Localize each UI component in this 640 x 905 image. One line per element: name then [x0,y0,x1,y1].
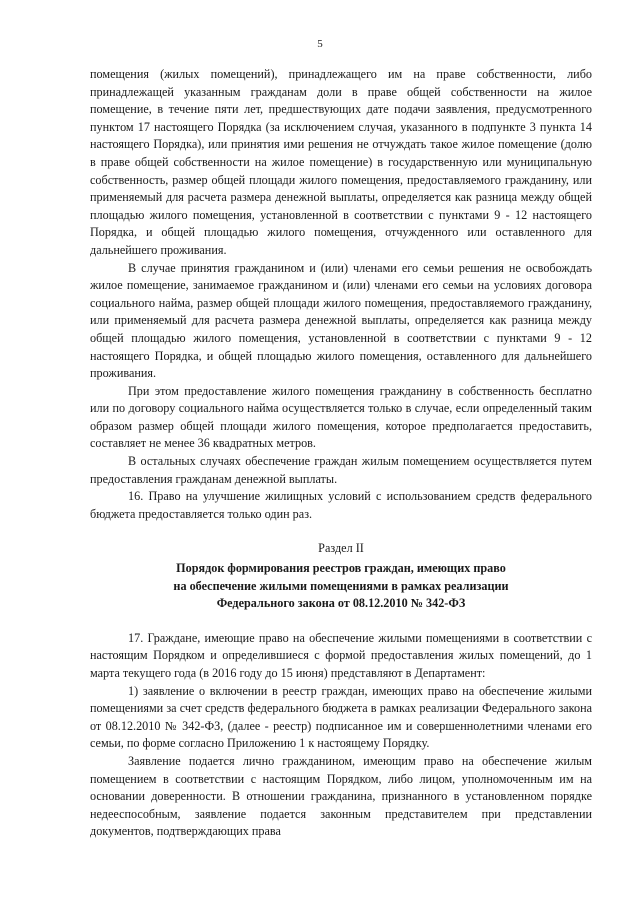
paragraph-17: 17. Граждане, имеющие право на обеспечение жилыми помещениями в соответствии с настоящим Порядком и определившиеся с формой предоставления жилых помещений, до 1 марта текущего года (в 2016 году до 15 июня) представляют в Департамент: [90,630,592,680]
paragraph-cash-payment: В остальных случаях обеспечение граждан жилым помещением осуществляется путем предоставления гражданам денежной выплаты. [90,454,592,486]
section-title [90,560,592,613]
paragraph-min-area: При этом предоставление жилого помещения гражданину в собственность бесплатно или по договору социального найма осуществляется только в случае, если определенный таким образом размер общей площади жилого помещения, которое предполагается предоставить, составляет не менее 36 квадратных метров. [90,383,592,451]
section-title-line: на обеспечение жилыми помещениями в рамках реализации [173,578,509,593]
section-title-line: Федерального закона от 08.12.2010 № 342-ФЗ [216,596,466,611]
section-title-line: Порядок формирования реестров граждан, имеющих право [176,561,506,576]
section-number: Раздел II [318,541,364,556]
paragraph-application: Заявление подается лично гражданином, имеющим право на обеспечение жилым помещением в соответствии с настоящим Порядком, либо лицом, уполномоченным им на основании доверенности. В отношении гражданина, признанного в установленном порядке недееспособным, заявление подается законным представителем при представлении документов, подтверждающих права [90,753,592,839]
paragraph-16: 16. Право на улучшение жилищных условий с использованием средств федерального бюджета предоставляется только один раз. [90,489,592,521]
paragraph-continuation: помещения (жилых помещений), принадлежащего им на праве собственности, либо принадлежащей указанным гражданам доли в праве общей собственности на жилое помещение, в течение пяти лет, предшествующих дате подачи заявления, предусмотренного пунктом 17 настоящего Порядка (за исключением случая, указанного в подпункте 3 пункта 14 настоящего Порядка), или принятия ими решения не отчуждать такое жилое помещение (долю в праве общей собственности на жилое помещение) в государственную или муниципальную собственность, размер общей площади жилого помещения, предоставляемого гражданину, или применяемый для расчета размера денежной выплаты, определяется как разница между общей площадью жилого помещения, установленной в соответствии с пунктами 9 - 12 настоящего Порядка, и общей площадью жилого помещения, отчужденного или оставленного для дальнейшего проживания. [90,67,592,257]
document-body [90,66,592,841]
paragraph-17-1: 1) заявление о включении в реестр граждан, имеющих право на обеспечение жилыми помещениями за счет средств федерального бюджета в рамках реализации Федерального закона от 08.12.2010 № 342-ФЗ, (далее - реестр) подписанное им и совершеннолетними членами его семьи, по форме согласно Приложению 1 к настоящему Порядку. [90,683,592,751]
page-number: 5 [317,38,323,50]
paragraph-social-rent: В случае принятия гражданином и (или) членами его семьи решения не освобождать жилое помещение, занимаемое гражданином и (или) членами его семьи на условиях договора социального найма, размер общей площади жилого помещения, предоставляемого гражданину, или применяемый для расчета размера денежной выплаты, определяется как разница между общей площадью жилого помещения, установленной в соответствии с пунктами 9 - 12 настоящего Порядка, и общей площадью жилого помещения, оставленного для дальнейшего проживания. [90,260,592,381]
